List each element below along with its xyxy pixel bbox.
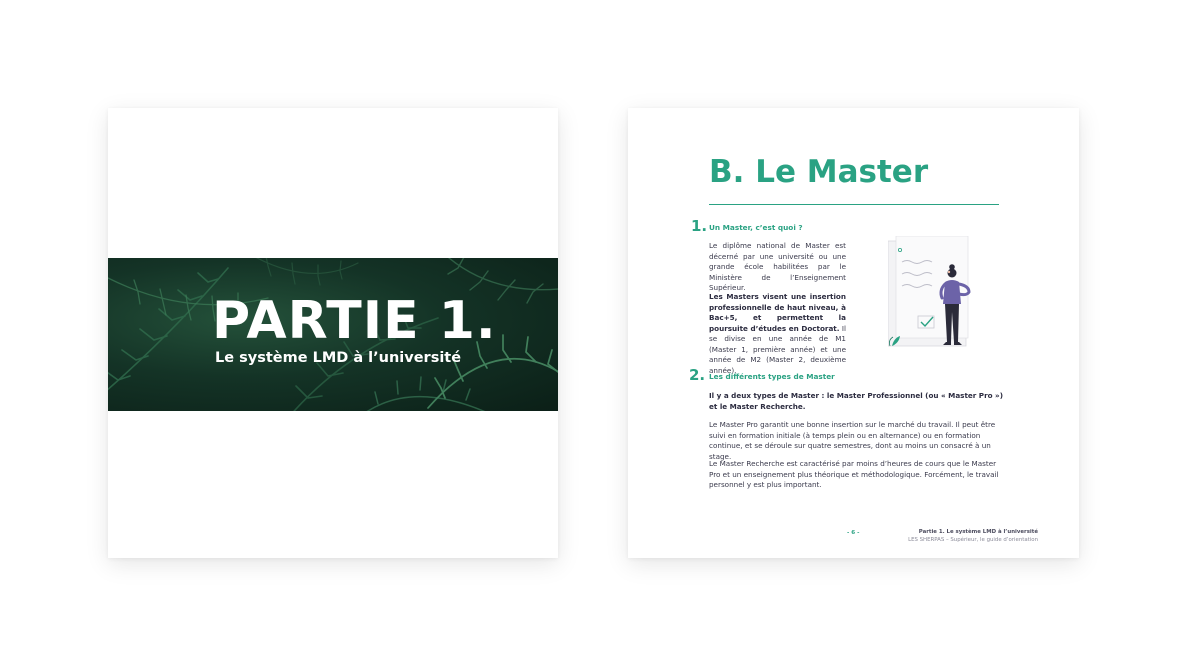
section-title-2: Les différents types de Master — [709, 372, 835, 381]
section2-paragraph-1 — [709, 391, 1005, 412]
cover-page — [108, 108, 558, 558]
section2-paragraph-3: Le Master Recherche est caractérisé par moins d’heures de cours que le Master Pro et un enseignement plus théorique et méthodologique. Forcément, le travail personnel y est plus important. — [709, 459, 999, 489]
section1-paragraph-2-bold: Les Masters visent une insertion professionnelle de haut niveau, à Bac+5, et permettent la poursuite d’études en Doctorat. — [709, 292, 846, 333]
section-title-1: Un Master, c’est quoi ? — [709, 223, 803, 232]
section1-paragraph-1: Le diplôme national de Master est décerné par une université ou une grande école habilitées par le Ministère de l’Enseignement Supérieur. — [709, 241, 846, 292]
section2-paragraph-1-bold: Il y a deux types de Master : le Master Professionnel (ou « Master Pro ») et le Master Recherche. — [709, 391, 1003, 411]
section-number-1: 1. — [691, 217, 708, 235]
part-subtitle: Le système LMD à l’université — [215, 350, 462, 366]
title-divider — [709, 204, 999, 205]
woman-with-document-illustration — [888, 236, 978, 351]
section-number-2: 2. — [689, 366, 706, 384]
page-number: - 6 - — [847, 530, 860, 536]
part-title: PARTIE 1. — [212, 291, 497, 351]
footer-publication: LES SHERPAS – Supérieur, le guide d’orientation — [908, 536, 1038, 543]
content-page — [628, 108, 1079, 558]
section1-paragraph-2 — [709, 292, 846, 376]
section2-paragraph-2: Le Master Pro garantit une bonne insertion sur le marché du travail. Il peut être suivi en formation initiale (à temps plein ou en alternance) ou en formation continue, et se déroule sur quatre semestres, dont au moins un consacré à un stage. — [709, 420, 996, 461]
fern-banner — [108, 258, 558, 411]
page-title: B. Le Master — [709, 154, 929, 190]
section1-paragraph-2-rest: Il se divise en une année de M1 (Master 1, première année) et une année de M2 (Master 2, deuxième année). — [709, 323, 846, 375]
footer-chapter: Partie 1. Le système LMD à l’université — [918, 529, 1038, 535]
page-footer — [908, 529, 1038, 544]
